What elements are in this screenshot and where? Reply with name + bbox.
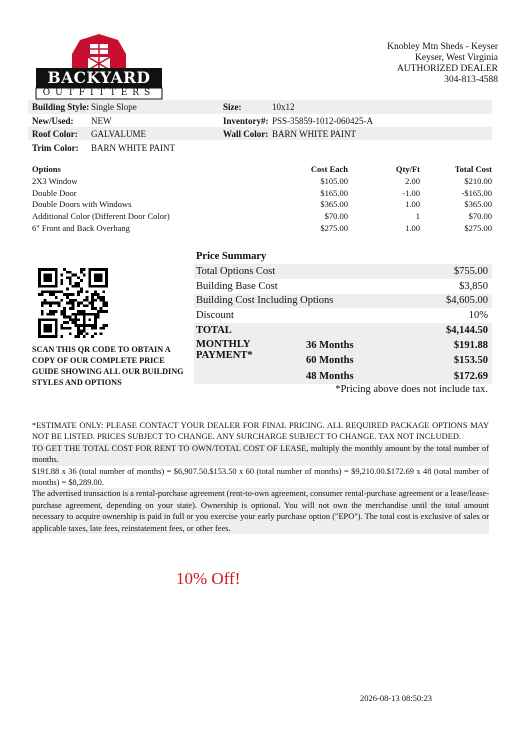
size-label: Size:	[223, 102, 242, 112]
dealer-phone: 304-813-4588	[444, 75, 498, 85]
option-qty: 2.00	[405, 175, 420, 186]
option-qty: 1.00	[405, 223, 420, 234]
option-cost: $105.00	[320, 175, 348, 186]
total-value: $4,144.50	[446, 325, 488, 337]
table-row	[28, 187, 492, 199]
including-options-value: $4,605.00	[446, 295, 488, 307]
option-qty: 1	[415, 211, 420, 222]
discount-row	[194, 308, 492, 323]
amount-48: $172.69	[453, 370, 488, 382]
size-value: 10x12	[272, 102, 295, 112]
monthly-payment-label: MONTHLY PAYMENT*	[196, 338, 253, 361]
tax-note: *Pricing above does not include tax.	[335, 384, 488, 396]
base-cost-value: $3,850	[459, 280, 488, 292]
option-cost: $275.00	[320, 223, 348, 234]
building-style-label: Building Style:	[32, 102, 90, 112]
option-total: $210.00	[464, 175, 492, 186]
term-36: 36 Months	[306, 339, 354, 351]
option-total: $275.00	[464, 223, 492, 234]
option-name: Double Doors with Windows	[32, 199, 132, 210]
base-cost-row	[194, 279, 492, 294]
total-options-value: $755.00	[453, 265, 488, 277]
total-row	[194, 323, 492, 338]
option-name: 6" Front and Back Overhang	[32, 223, 130, 234]
disclaimer	[32, 420, 489, 534]
option-cost: $70.00	[324, 211, 348, 222]
term-48: 48 Months	[306, 370, 354, 382]
option-cost: $165.00	[320, 187, 348, 198]
dealer-info	[387, 42, 498, 86]
building-style-value: Single Slope	[91, 102, 137, 112]
total-options-row	[194, 264, 492, 279]
dealer-status: AUTHORIZED DEALER	[396, 64, 498, 74]
including-options-row	[194, 294, 492, 309]
option-qty: 1.00	[405, 199, 420, 210]
option-name: 2X3 Window	[32, 175, 78, 186]
roof-color-label: Roof Color:	[32, 129, 78, 139]
dealer-name: Knobley Mtn Sheds - Keyser	[387, 42, 498, 52]
option-total: $70.00	[468, 211, 492, 222]
options-header-row	[28, 162, 492, 175]
summary-title-text: Price Summary	[196, 250, 267, 262]
rent-to-own-instructions: TO GET THE TOTAL COST FOR RENT TO OWN/TOTAL COST OF LEASE, multiply the monthly amount by the total number of months.	[32, 443, 489, 465]
table-row	[28, 210, 492, 222]
new-used-label: New/Used:	[32, 116, 74, 126]
backyard-outfitters-logo	[34, 32, 164, 100]
qr-code-icon[interactable]	[38, 268, 108, 338]
option-total: -$165.00	[461, 187, 492, 198]
timestamp: 2026-08-13 08:50:23	[360, 693, 433, 703]
discount-label: Discount	[196, 310, 234, 322]
cost-each-header: Cost Each	[310, 163, 348, 174]
discount-value: 10%	[468, 310, 488, 322]
options-table	[28, 162, 492, 234]
logo-subtitle: OUTFITTERS	[42, 88, 156, 98]
total-options-label: Total Options Cost	[196, 265, 276, 277]
rental-purchase-terms: The advertised transaction is a rental-purchase agreement (rent-to-own agreement, consumer rental-purchase agreement or a lease/lease-purchase agreement, depending on your state). Ownership is optional. You will not own the merchandise until the total amount necessary to acquire ownership is paid in full or you exercise your early purchase option ("EPO"). The total cost is exclusive of sales or applicable taxes, late fees, reinstatement fees, or other fees.	[32, 489, 489, 533]
option-cost: $365.00	[320, 199, 348, 210]
price-summary	[194, 248, 492, 398]
term-60: 60 Months	[306, 355, 354, 367]
total-label: TOTAL	[196, 325, 232, 337]
dealer-location: Keyser, West Virginia	[415, 53, 498, 63]
table-row	[28, 199, 492, 211]
table-row	[28, 175, 492, 187]
estimate-disclaimer: *ESTIMATE ONLY: PLEASE CONTACT YOUR DEALER FOR FINAL PRICING. ALL REQUIRED PACKAGE OPTIONS MAY NOT BE LISTED. PRICES SUBJECT TO CHANGE. ANY SURCHARGE SUBJECT TO CHANGE. TAX NOT INCLUDED.	[32, 421, 489, 442]
promo-text: 10% Off!	[176, 569, 241, 588]
total-cost-header: Total Cost	[454, 163, 492, 174]
option-qty: -1.00	[402, 187, 420, 198]
logo-wordmark: BACKYARD	[47, 68, 151, 87]
wall-color-label: Wall Color:	[223, 129, 269, 139]
option-name: Additional Color (Different Door Color)	[32, 211, 170, 222]
wall-color-value: BARN WHITE PAINT	[272, 129, 357, 139]
trim-color-label: Trim Color:	[32, 143, 79, 153]
trim-color-value: BARN WHITE PAINT	[91, 143, 176, 153]
monthly-payment-block	[194, 338, 492, 385]
scan-instructions: SCAN THIS QR CODE TO OBTAIN A COPY OF OUR COMPLETE PRICE GUIDE SHOWING ALL OUR BUILDING STYLES AND OPTIONS	[32, 345, 184, 387]
amount-36: $191.88	[453, 339, 488, 351]
roof-color-value: GALVALUME	[91, 129, 147, 139]
inventory-value: PSS-35859-1012-060425-A	[272, 116, 374, 126]
base-cost-label: Building Base Cost	[196, 280, 278, 292]
options-header: Options	[32, 163, 61, 174]
table-row	[28, 222, 492, 234]
qty-header: Qty/Ft	[395, 163, 420, 174]
price-summary-title	[194, 248, 492, 264]
rent-to-own-calculations: $191.88 x 36 (total number of months) = $6,907.50.$153.50 x 60 (total number of months) = $9,210.00.$172.69 x 48 (total number of months) = $8,289.00.	[32, 466, 489, 488]
new-used-value: NEW	[91, 116, 112, 126]
option-total: $365.00	[464, 199, 492, 210]
inventory-label: Inventory#:	[223, 116, 269, 126]
option-name: Double Door	[32, 187, 77, 198]
amount-60: $153.50	[453, 355, 488, 367]
including-options-label: Building Cost Including Options	[196, 295, 334, 307]
